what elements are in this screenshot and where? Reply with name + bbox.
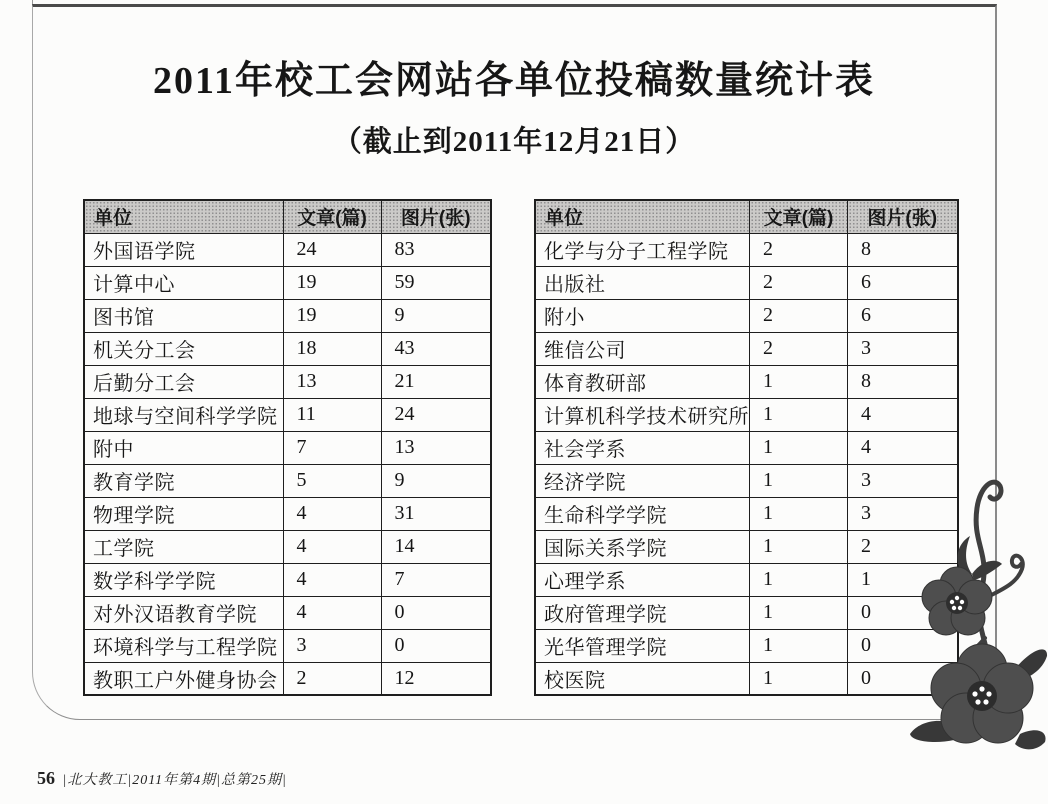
articles-cell: 18 bbox=[283, 332, 381, 365]
page-title: 2011年校工会网站各单位投稿数量统计表 bbox=[153, 60, 875, 102]
table-row bbox=[535, 266, 958, 299]
articles-cell: 3 bbox=[283, 629, 381, 662]
unit-cell: 环境科学与工程学院 bbox=[84, 629, 283, 662]
articles-cell: 1 bbox=[750, 431, 848, 464]
images-cell: 8 bbox=[848, 365, 958, 398]
images-cell: 0 bbox=[848, 629, 958, 662]
images-cell: 1 bbox=[848, 563, 958, 596]
unit-cell: 教育学院 bbox=[84, 464, 283, 497]
table-row bbox=[84, 497, 491, 530]
page-subtitle: （截止到2011年12月21日） bbox=[332, 126, 696, 158]
table-row bbox=[535, 563, 958, 596]
table-row bbox=[84, 398, 491, 431]
column-header-articles: 文章(篇) bbox=[283, 200, 381, 233]
table-row bbox=[535, 629, 958, 662]
column-header-images: 图片(张) bbox=[381, 200, 491, 233]
table-row bbox=[535, 398, 958, 431]
table-row bbox=[84, 596, 491, 629]
articles-cell: 2 bbox=[750, 299, 848, 332]
images-cell: 3 bbox=[848, 497, 958, 530]
articles-cell: 1 bbox=[750, 497, 848, 530]
articles-cell: 1 bbox=[750, 629, 848, 662]
unit-cell: 对外汉语教育学院 bbox=[84, 596, 283, 629]
images-cell: 4 bbox=[848, 431, 958, 464]
articles-cell: 1 bbox=[750, 563, 848, 596]
unit-cell: 政府管理学院 bbox=[535, 596, 750, 629]
unit-cell: 生命科学学院 bbox=[535, 497, 750, 530]
unit-cell: 国际关系学院 bbox=[535, 530, 750, 563]
images-cell: 3 bbox=[848, 464, 958, 497]
unit-cell: 出版社 bbox=[535, 266, 750, 299]
unit-cell: 附中 bbox=[84, 431, 283, 464]
images-cell: 0 bbox=[848, 662, 958, 695]
images-cell: 0 bbox=[381, 596, 491, 629]
images-cell: 6 bbox=[848, 266, 958, 299]
column-header-unit: 单位 bbox=[84, 200, 283, 233]
unit-cell: 光华管理学院 bbox=[535, 629, 750, 662]
table-row bbox=[84, 464, 491, 497]
images-cell: 12 bbox=[381, 662, 491, 695]
table-row bbox=[535, 464, 958, 497]
images-cell: 14 bbox=[381, 530, 491, 563]
images-cell: 0 bbox=[381, 629, 491, 662]
unit-cell: 附小 bbox=[535, 299, 750, 332]
table-row bbox=[535, 497, 958, 530]
articles-cell: 4 bbox=[283, 497, 381, 530]
column-header-unit: 单位 bbox=[535, 200, 750, 233]
stats-table-right bbox=[534, 199, 959, 696]
articles-cell: 2 bbox=[750, 233, 848, 266]
table-row bbox=[84, 299, 491, 332]
images-cell: 83 bbox=[381, 233, 491, 266]
unit-cell: 后勤分工会 bbox=[84, 365, 283, 398]
images-cell: 2 bbox=[848, 530, 958, 563]
articles-cell: 1 bbox=[750, 398, 848, 431]
images-cell: 21 bbox=[381, 365, 491, 398]
stats-table-left bbox=[83, 199, 492, 696]
journal-issue-line: |北大教工|2011年第4期|总第25期| bbox=[62, 773, 287, 788]
images-cell: 9 bbox=[381, 464, 491, 497]
table-row bbox=[535, 431, 958, 464]
articles-cell: 5 bbox=[283, 464, 381, 497]
images-cell: 13 bbox=[381, 431, 491, 464]
articles-cell: 19 bbox=[283, 299, 381, 332]
table-row bbox=[535, 332, 958, 365]
unit-cell: 外国语学院 bbox=[84, 233, 283, 266]
articles-cell: 1 bbox=[750, 365, 848, 398]
table-row bbox=[535, 662, 958, 695]
unit-cell: 化学与分子工程学院 bbox=[535, 233, 750, 266]
articles-cell: 4 bbox=[283, 563, 381, 596]
unit-cell: 数学科学学院 bbox=[84, 563, 283, 596]
unit-cell: 图书馆 bbox=[84, 299, 283, 332]
page-footer bbox=[37, 768, 287, 789]
table-row bbox=[535, 365, 958, 398]
header-row bbox=[535, 200, 958, 233]
articles-cell: 4 bbox=[283, 596, 381, 629]
articles-cell: 7 bbox=[283, 431, 381, 464]
articles-cell: 2 bbox=[283, 662, 381, 695]
images-cell: 6 bbox=[848, 299, 958, 332]
unit-cell: 工学院 bbox=[84, 530, 283, 563]
articles-cell: 13 bbox=[283, 365, 381, 398]
table-row bbox=[84, 365, 491, 398]
articles-cell: 4 bbox=[283, 530, 381, 563]
articles-cell: 1 bbox=[750, 662, 848, 695]
unit-cell: 心理学系 bbox=[535, 563, 750, 596]
articles-cell: 2 bbox=[750, 266, 848, 299]
table-row bbox=[84, 629, 491, 662]
unit-cell: 社会学系 bbox=[535, 431, 750, 464]
statistics-tables bbox=[83, 199, 959, 696]
articles-cell: 1 bbox=[750, 530, 848, 563]
column-header-images: 图片(张) bbox=[848, 200, 958, 233]
table-row bbox=[535, 233, 958, 266]
images-cell: 59 bbox=[381, 266, 491, 299]
images-cell: 4 bbox=[848, 398, 958, 431]
unit-cell: 地球与空间科学学院 bbox=[84, 398, 283, 431]
images-cell: 8 bbox=[848, 233, 958, 266]
images-cell: 0 bbox=[848, 596, 958, 629]
table-row bbox=[84, 332, 491, 365]
images-cell: 43 bbox=[381, 332, 491, 365]
articles-cell: 1 bbox=[750, 464, 848, 497]
images-cell: 31 bbox=[381, 497, 491, 530]
page-number: 56 bbox=[37, 768, 55, 788]
unit-cell: 教职工户外健身协会 bbox=[84, 662, 283, 695]
unit-cell: 计算机科学技术研究所 bbox=[535, 398, 750, 431]
page-border-frame bbox=[32, 4, 997, 720]
articles-cell: 11 bbox=[283, 398, 381, 431]
unit-cell: 经济学院 bbox=[535, 464, 750, 497]
images-cell: 3 bbox=[848, 332, 958, 365]
unit-cell: 计算中心 bbox=[84, 266, 283, 299]
images-cell: 7 bbox=[381, 563, 491, 596]
table-row bbox=[84, 266, 491, 299]
images-cell: 24 bbox=[381, 398, 491, 431]
table-row bbox=[84, 530, 491, 563]
articles-cell: 2 bbox=[750, 332, 848, 365]
column-header-articles: 文章(篇) bbox=[750, 200, 848, 233]
table-row bbox=[535, 596, 958, 629]
table-row bbox=[84, 233, 491, 266]
unit-cell: 校医院 bbox=[535, 662, 750, 695]
unit-cell: 维信公司 bbox=[535, 332, 750, 365]
images-cell: 9 bbox=[381, 299, 491, 332]
table-row bbox=[535, 530, 958, 563]
header-row bbox=[84, 200, 491, 233]
unit-cell: 物理学院 bbox=[84, 497, 283, 530]
table-row bbox=[84, 662, 491, 695]
unit-cell: 机关分工会 bbox=[84, 332, 283, 365]
unit-cell: 体育教研部 bbox=[535, 365, 750, 398]
table-row bbox=[84, 431, 491, 464]
articles-cell: 19 bbox=[283, 266, 381, 299]
articles-cell: 24 bbox=[283, 233, 381, 266]
table-row bbox=[84, 563, 491, 596]
table-row bbox=[535, 299, 958, 332]
articles-cell: 1 bbox=[750, 596, 848, 629]
